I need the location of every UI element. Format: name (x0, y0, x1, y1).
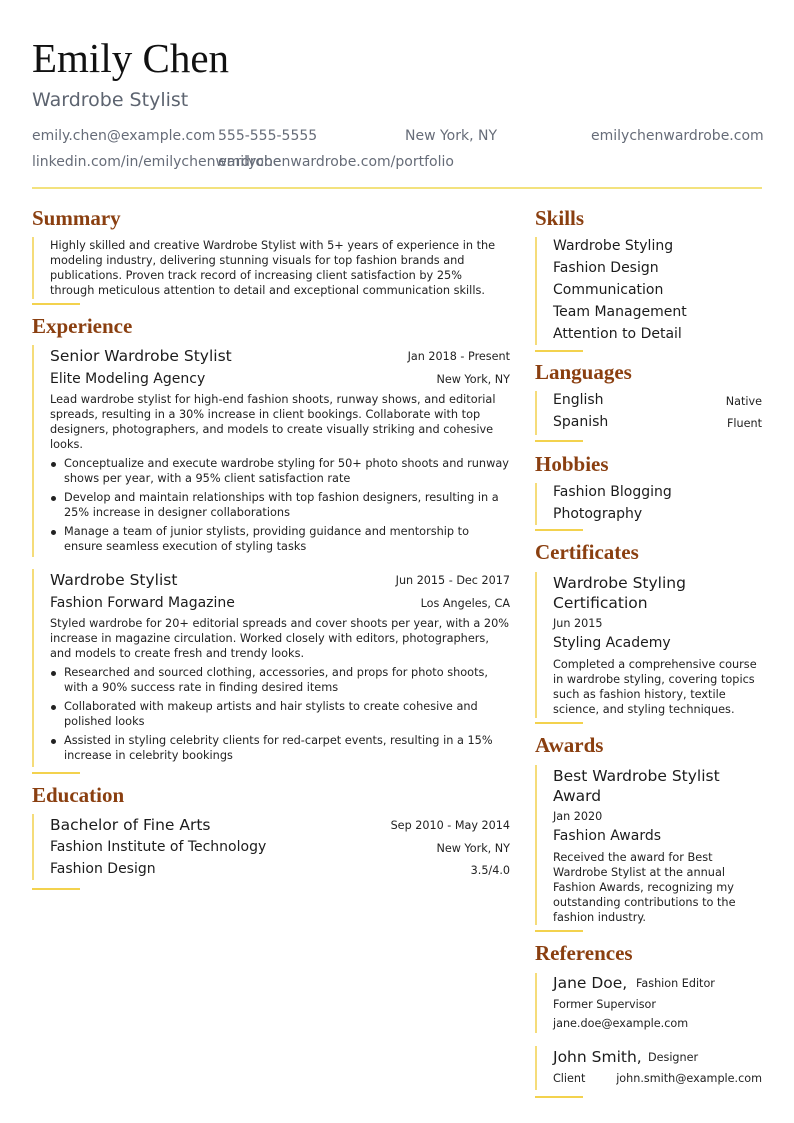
job2-dates: Jun 2015 - Dec 2017 (395, 574, 510, 587)
reference-position: Fashion Editor (636, 977, 715, 990)
bullet-dot (51, 739, 56, 744)
skill-item: Wardrobe Styling (553, 238, 674, 254)
language-level: Native (725, 395, 762, 408)
award-date: Jan 2020 (553, 810, 603, 823)
job2-bullet-2: Collaborated with makeup artists and hair stylists to create cohesive and polished looks (64, 700, 478, 728)
awards-accent (535, 930, 583, 932)
linkedin-link[interactable]: linkedin.com/in/emilychenwardrobe (32, 154, 282, 170)
email-link[interactable]: emily.chen@example.com (32, 128, 216, 144)
reference-name: Jane Doe, (553, 974, 628, 992)
language-name: English (553, 392, 604, 408)
language-level: Fluent (727, 417, 762, 430)
education-field: Fashion Design (50, 861, 156, 877)
job1-bullet-1: Conceptualize and execute wardrobe styling for 50+ photo shoots and runway shows per year, with a 95% client satisfaction rate (64, 457, 509, 485)
job1-location: New York, NY (436, 373, 510, 386)
certificates-heading: Certificates (535, 540, 639, 564)
candidate-name: Emily Chen (32, 35, 230, 81)
summary-bar (32, 237, 34, 299)
skills-accent (535, 350, 583, 352)
skill-item: Fashion Design (553, 260, 659, 276)
education-heading: Education (32, 783, 125, 807)
languages-bar (535, 391, 537, 435)
portfolio-link[interactable]: emilychenwardrobe.com/portfolio (218, 154, 454, 170)
summary-text: Highly skilled and creative Wardrobe Stylist with 5+ years of experience in the modeling industry, delivering stunning visuals for top fashion brands and publications. Proven track record of increasing client satisfaction by 25% through meticulous attention to detail and exceptional communication skills. (50, 239, 496, 297)
experience-accent (32, 772, 80, 774)
languages-heading: Languages (535, 360, 632, 384)
award-issuer: Fashion Awards (553, 828, 662, 844)
skills-heading: Skills (535, 206, 585, 230)
certificate-description: Completed a comprehensive course in wardrobe styling, covering topics such as fashion history, textile science, and styling techniques. (553, 658, 757, 716)
education-location: New York, NY (436, 842, 510, 855)
bullet-dot (51, 530, 56, 535)
awards-bar (535, 765, 537, 925)
hobby-item: Fashion Blogging (553, 484, 672, 500)
references-accent (535, 1096, 583, 1098)
certificate-date: Jun 2015 (553, 617, 603, 630)
education-bar (32, 814, 34, 880)
experience-heading: Experience (32, 314, 133, 338)
job-title: Wardrobe Stylist (32, 89, 189, 111)
job2-description: Styled wardrobe for 20+ editorial spreads and cover shoots per year, with a 20% increase in magazine circulation. Worked closely with editors, photographers, and models to create fresh and trendy looks. (50, 617, 510, 660)
skill-item: Communication (553, 282, 664, 298)
skill-item: Team Management (553, 304, 687, 320)
phone-link[interactable]: 555-555-5555 (218, 128, 318, 144)
bullet-dot (51, 671, 56, 676)
certificate-issuer: Styling Academy (553, 635, 671, 651)
job2-bullet-1: Researched and sourced clothing, accessories, and props for photo shoots, with a 90% success rate in finding desired items (64, 666, 488, 694)
bullet-dot (51, 496, 56, 501)
summary-accent (32, 303, 80, 305)
job2-title: Wardrobe Stylist (50, 571, 178, 589)
award-title: Best Wardrobe Stylist Award (553, 767, 720, 805)
education-dates: Sep 2010 - May 2014 (390, 819, 510, 832)
job1-dates: Jan 2018 - Present (407, 350, 510, 363)
languages-accent (535, 440, 583, 442)
job1-description: Lead wardrobe stylist for high-end fashion shoots, runway shows, and editorial spreads, resulting in a 30% increase in client bookings. Collaborate with top designers, photographers, and models to create visually striking and cohesive looks. (50, 393, 496, 451)
job2-bar (32, 569, 34, 767)
certificate-title: Wardrobe Styling Certification (553, 574, 686, 612)
reference-relation: Client (553, 1072, 586, 1085)
reference-contact[interactable]: jane.doe@example.com (553, 1017, 689, 1030)
hobbies-bar (535, 483, 537, 525)
awards-heading: Awards (535, 733, 604, 757)
education-gpa: 3.5/4.0 (470, 864, 510, 877)
bullet-dot (51, 705, 56, 710)
job1-title: Senior Wardrobe Stylist (50, 347, 232, 365)
education-degree: Bachelor of Fine Arts (50, 816, 211, 834)
job2-company: Fashion Forward Magazine (50, 595, 235, 611)
job1-bullet-2: Develop and maintain relationships with top fashion designers, resulting in a 25% increase in designer collaborations (64, 491, 499, 519)
reference-bar (535, 1046, 537, 1090)
skills-bar (535, 237, 537, 345)
language-name: Spanish (553, 414, 609, 430)
website-link[interactable]: emilychenwardrobe.com (591, 128, 764, 144)
education-school: Fashion Institute of Technology (50, 839, 267, 855)
certificates-accent (535, 722, 583, 724)
education-accent (32, 888, 80, 890)
reference-relation: Former Supervisor (553, 998, 656, 1011)
hobby-item: Photography (553, 506, 643, 522)
hobbies-heading: Hobbies (535, 452, 609, 476)
references-heading: References (535, 941, 633, 965)
bullet-dot (51, 462, 56, 467)
job2-bullet-3: Assisted in styling celebrity clients for red-carpet events, resulting in a 15% increase in celebrity bookings (64, 734, 493, 762)
job2-location: Los Angeles, CA (420, 597, 510, 610)
summary-heading: Summary (32, 206, 121, 230)
reference-contact[interactable]: john.smith@example.com (616, 1072, 762, 1085)
award-description: Received the award for Best Wardrobe Stylist at the annual Fashion Awards, recognizing my outstanding contributions to the fashion industry. (553, 851, 736, 924)
skill-item: Attention to Detail (553, 326, 682, 342)
job1-company: Elite Modeling Agency (50, 371, 206, 387)
reference-position: Designer (648, 1051, 699, 1064)
reference-name: John Smith, (553, 1048, 642, 1066)
reference-bar (535, 973, 537, 1033)
job1-bullet-3: Manage a team of junior stylists, providing guidance and mentorship to ensure seamless execution of styling tasks (64, 525, 469, 553)
job1-bar (32, 345, 34, 557)
location-text: New York, NY (405, 128, 498, 144)
certificates-bar (535, 572, 537, 718)
hobbies-accent (535, 529, 583, 531)
header-divider (32, 187, 762, 189)
